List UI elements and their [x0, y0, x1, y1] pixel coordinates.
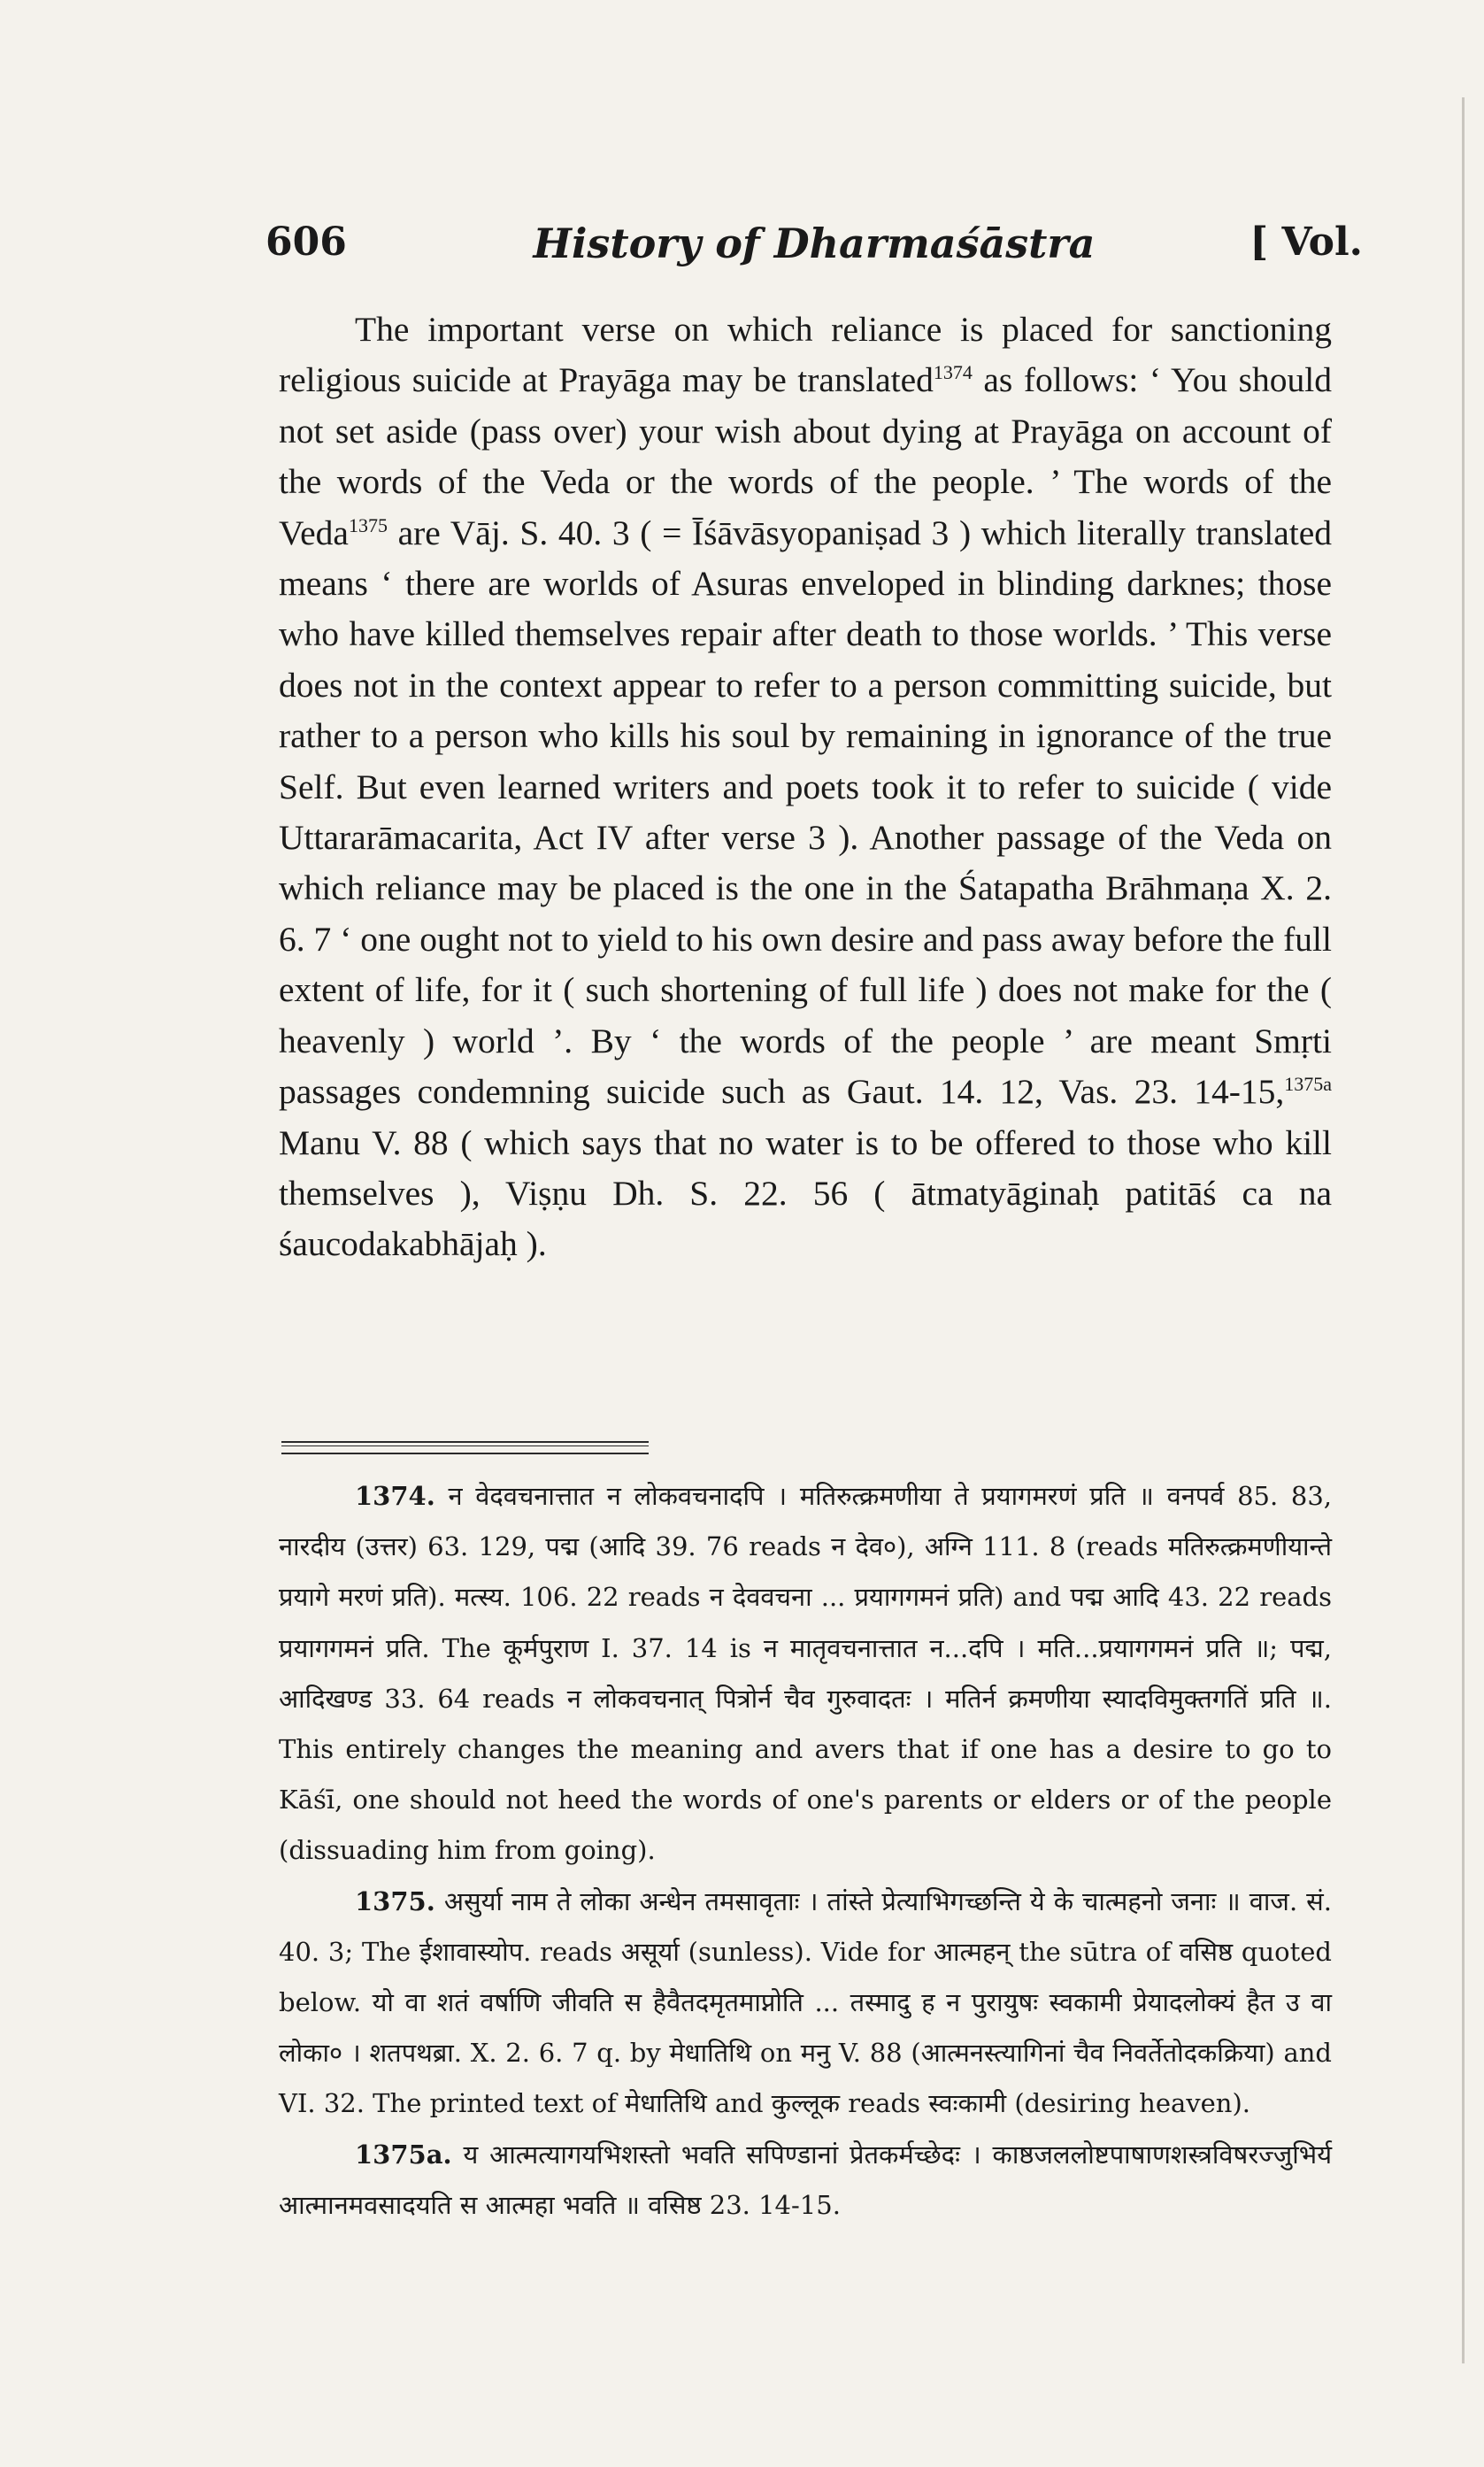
footnote-number: 1375a. [355, 2139, 452, 2170]
footnote [279, 1877, 1332, 2130]
footnote-separator [281, 1441, 649, 1454]
footnote-ref: 1375a [1284, 1072, 1332, 1095]
volume-label: [ Vol. [1249, 220, 1363, 265]
running-title: History of Dharmaśāstra [533, 220, 1096, 267]
footnote-text: असुर्या नाम ते लोका अन्धेन तमसावृताः । तांस्ते प्रेत्याभिगच्छन्ति ये के चात्महनो जनाः ॥ वाज. सं. 40. 3; The ईशावास्योप. reads असूर्या (sunless). Vide for आत्महन् the sūtra of वसिष्ठ quoted below. यो वा शतं वर्षाणि जीवति स हैवैतदमृतमाप्नोति ... तस्मादु ह न पुरायुषः स्वकामी प्रेयादलोक्यं हैत उ वा लोका० । शतपथब्रा. X. 2. 6. 7 q. by मेधातिथि on मनु V. 88 (आत्मनस्त्यागिनां चैव निवर्तेतोदकक्रिया) and VI. 32. The printed text of मेधातिथि and कुल्लूक reads स्वःकामी (desiring heaven). [279, 1885, 1332, 2119]
body-paragraph: The important verse on which reliance is placed for sanctioning religious suicide at Prayāga may be translated$^{1374}$ as follows: ‘ You should not set aside (pass over) your wish about dying at Prayāga on account of the words of the Veda or the words of the people. ’ The words of the Veda$^{1375}$ are Vāj. S. 40. 3 ( = Īśāvāsyopaniṣad 3 ) which literally translated means ‘ there are worlds of Asuras enveloped in blinding darknes; those who have killed themselves repair after death to those worlds. ’ This verse does not in the context appear to refer to a person committing suicide, but rather to a person who kills his soul by remaining in ignorance of the true Self. But even learned writers and poets took it to refer to suicide ( vide Uttararāmacarita, Act IV after verse 3 ). Another passage of the Veda on which reliance may be placed is the one in the Śatapatha Brāhmaṇa X. 2. 6. 7 ‘ one ought not to yield to his own desire and pass away before the full extent of life, for it ( such shortening of full life ) does not make for the ( heavenly ) world ’. By ‘ the words of the people ’ are meant Smṛti passages condemning suicide such as Gaut. 14. 12, Vas. 23. 14-15,$^{1375a}$ Manu V. 88 ( which says that no water is to be offered to those who kill themselves ), Viṣṇu Dh. S. 22. 56 ( ātmatyāginaḥ patitāś ca na śaucodakabhājaḥ ). [279, 310, 1332, 1264]
footnote-text: य आत्मत्यागयभिशस्तो भवति सपिण्डानां प्रेतकर्मच्छेदः । काष्ठजललोष्टपाषाणशस्त्रविषरज्जुभिर्य आत्मानमवसादयति स आत्महा भवति ॥ वसिष्ठ 23. 14-15. [279, 2139, 1333, 2220]
footnote [279, 2130, 1332, 2231]
footnote [279, 1471, 1332, 1877]
footnotes [279, 1471, 1332, 2231]
main-text [279, 305, 1332, 1270]
scan-edge-line [1462, 97, 1465, 2363]
footnote-text: न वेदवचनात्तात न लोकवचनादपि । मतिरुत्क्रमणीया ते प्रयागमरणं प्रति ॥ वनपर्व 85. 83, नारदीय (उत्तर) 63. 129, पद्म (आदि 39. 76 reads न देव०), अग्नि 111. 8 (reads मतिरुत्क्रमणीयान्ते प्रयागे मरणं प्रति). मत्स्य. 106. 22 reads न देववचना ... प्रयागगमनं प्रति) and पद्म आदि 43. 22 reads प्रयागगमनं प्रति. The कूर्मपुराण I. 37. 14 is न मातृवचनात्तात न...दपि । मति...प्रयागगमनं प्रति ॥; पद्म, आदिखण्ड 33. 64 reads न लोकवचनात् पित्रोर्न चैव गुरुवादतः । मतिर्न क्रमणीया स्यादविमुक्तगतिं प्रति ॥. This entirely changes the meaning and avers that if one has a desire to go to Kāśī, one should not heed the words of one's parents or elders or of the people (dissuading him from going). [279, 1481, 1333, 1866]
page-header [265, 220, 1363, 281]
footnote-ref: 1374 [933, 361, 973, 384]
footnote-number: 1374. [355, 1481, 435, 1511]
footnote-number: 1375. [355, 1885, 435, 1916]
footnote-ref: 1375 [348, 513, 388, 536]
page-number: 606 [265, 220, 347, 265]
